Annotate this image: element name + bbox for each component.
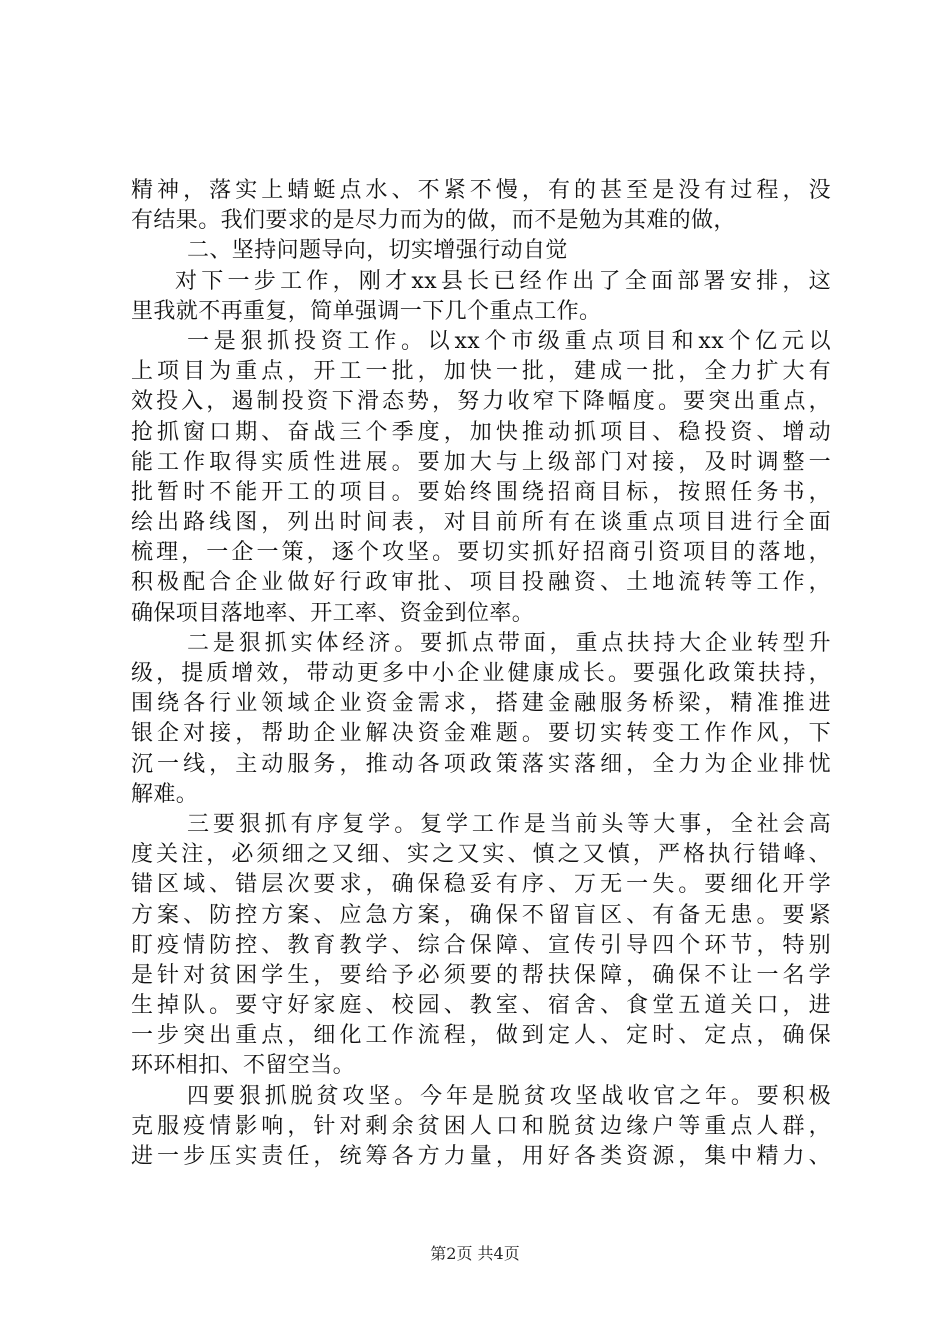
text-line: 有结果。我们要求的是尽力而为的做，而不是勉为其难的做， [131,208,736,234]
text-line: 沉一线，主动服务，推动各项政策落实落细，全力为企业排忧 [131,751,831,777]
text-line: 积极配合企业做好行政审批、项目投融资、土地流转等工作， [131,570,831,596]
page-footer: 第2页 共4页 [430,1244,520,1263]
text-line: 一步突出重点，细化工作流程，做到定人、定时、定点，确保 [131,1023,831,1049]
text-line: 三要狠抓有序复学。复学工作是当前头等大事，全社会高 [187,811,831,837]
text-line: 确保项目落地率、开工率、资金到位率。 [131,600,535,626]
text-line: 级，提质增效，带动更多中小企业健康成长。要强化政策扶持， [131,661,831,686]
text-line: 度关注，必须细之又细、实之又实、慎之又慎，严格执行错峰、 [131,842,831,868]
text-line: 梳理，一企一策，逐个攻坚。要切实抓好招商引资项目的落地， [131,540,831,566]
text-line: 是针对贫困学生，要给予必须要的帮扶保障，确保不让一名学 [131,962,831,988]
text-line: 二、坚持问题导向，切实增强行动自觉 [187,238,568,264]
text-line: 银企对接，帮助企业解决资金难题。要切实转变工作作风，下 [131,721,831,747]
text-line: 抢抓窗口期、奋战三个季度，加快推动抓项目、稳投资、增动 [131,419,831,445]
text-line: 能工作取得实质性进展。要加大与上级部门对接，及时调整一 [131,449,831,475]
text-line: 方案、防控方案、应急方案，确保不留盲区、有备无患。要紧 [131,902,831,928]
text-line: 生掉队。要守好家庭、校园、教室、宿舍、食堂五道关口，进 [131,993,831,1019]
body-text [131,176,831,1172]
text-line: 上项目为重点，开工一批，加快一批，建成一批，全力扩大有 [131,359,831,385]
text-line: 环环相扣、不留空当。 [131,1053,356,1079]
text-line: 四要狠抓脱贫攻坚。今年是脱贫攻坚战收官之年。要积极 [187,1083,831,1109]
text-line: 一是狠抓投资工作。以xx个市级重点项目和xx个亿元以 [187,328,831,354]
text-line: 进一步压实责任，统筹各方力量，用好各类资源，集中精力、 [131,1144,831,1169]
text-line: 效投入，遏制投资下滑态势，努力收窄下降幅度。要突出重点， [131,389,831,415]
text-line: 二是狠抓实体经济。要抓点带面，重点扶持大企业转型升 [187,630,831,656]
text-line: 克服疫情影响，针对剩余贫困人口和脱贫边缘户等重点人群， [131,1113,831,1139]
text-line: 错区域、错层次要求，确保稳妥有序、万无一失。要细化开学 [131,872,831,898]
text-line: 批暂时不能开工的项目。要始终围绕招商目标，按照任务书， [131,479,831,505]
text-line: 绘出路线图，列出时间表，对目前所有在谈重点项目进行全面 [131,510,831,536]
text-line: 里我就不再重复，简单强调一下几个重点工作。 [131,298,602,324]
text-line: 精神，落实上蜻蜓点水、不紧不慢，有的甚至是没有过程，没 [131,178,831,203]
text-line: 对下一步工作，刚才xx县长已经作出了全面部署安排，这 [175,268,831,294]
text-line: 解难。 [131,781,199,807]
text-line: 盯疫情防控、教育教学、综合保障、宣传引导四个环节，特别 [131,932,831,958]
text-line: 围绕各行业领域企业资金需求，搭建金融服务桥梁，精准推进 [131,691,831,717]
